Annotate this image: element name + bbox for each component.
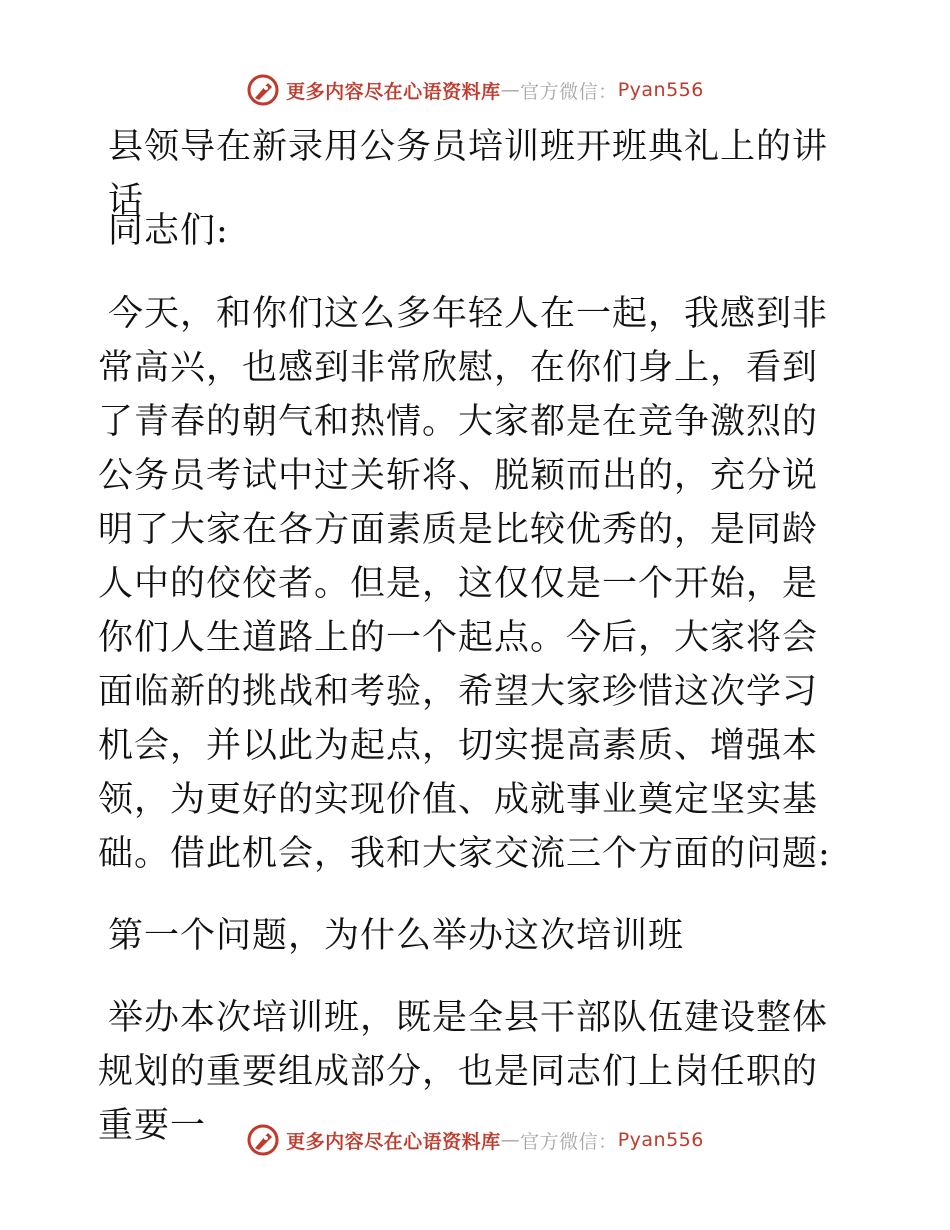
salutation: 同志们: [108, 211, 229, 251]
watermark-emphasis: 更多内容尽在心语资料库 [286, 1130, 501, 1153]
watermark-official: 官方微信： [520, 80, 618, 103]
watermark-code: Pyan556 [617, 1129, 704, 1151]
document-title: 县领导在新录用公务员培训班开班典礼上的讲话 [108, 127, 829, 221]
paragraph: 今天，和你们这么多年轻人在一起，我感到非常高兴，也感到非常欣慰，在你们身上，看到了青春的朝气和热情。大家都是在竞争激烈的公务员考试中过关斩将、脱颖而出的，充分说明了大家在各方面素质是比较优秀的，是同龄人中的佼佼者。但是，这仅仅是一个开始，是你们人生道路上的一个起点。今后，大家将会面临新的挑战和考验，希望大家珍惜这次学习机会，并以此为起点，切实提高素质、增强本领，为更好的实现价值、成就事业奠定坚实基础。借此机会，我和大家交流三个方面的问题: [98, 294, 831, 874]
watermark-separator: — [500, 79, 521, 101]
pen-nib-circle-icon [246, 1123, 280, 1157]
section-heading: 第一个问题，为什么举办这次培训班 [108, 916, 685, 956]
watermark-separator: — [500, 1129, 521, 1151]
document-body [98, 120, 850, 1153]
watermark-footer [0, 1120, 950, 1160]
pen-nib-circle-icon [246, 73, 280, 107]
watermark-emphasis: 更多内容尽在心语资料库 [286, 80, 501, 103]
watermark-header [0, 70, 950, 110]
watermark-code: Pyan556 [617, 79, 704, 101]
watermark-official: 官方微信： [520, 1130, 618, 1153]
paragraph: 举办本次培训班，既是全县干部队伍建设整体规划的重要组成部分，也是同志们上岗任职的重要一 [98, 998, 829, 1146]
